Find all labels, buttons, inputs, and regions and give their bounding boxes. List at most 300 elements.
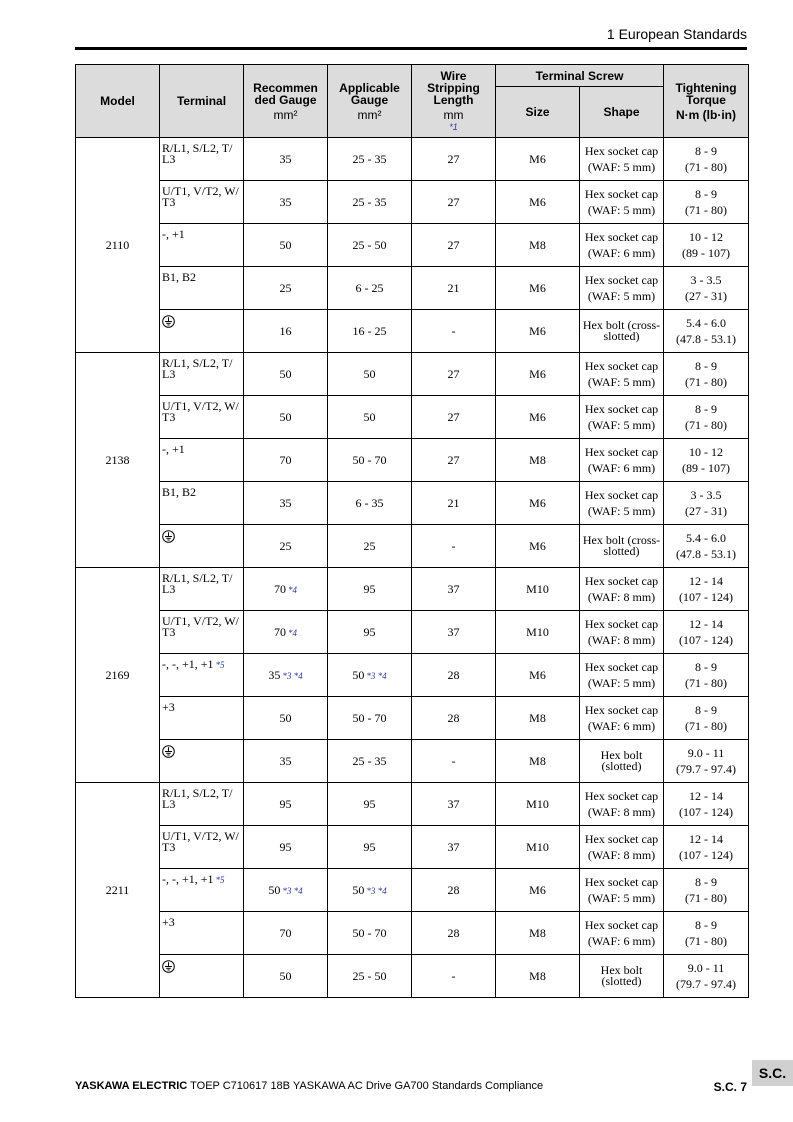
- screw-shape-cell: [580, 224, 664, 267]
- ground-terminal-icon: [162, 315, 175, 328]
- screw-size-cell: [496, 396, 580, 439]
- ground-terminal-icon: [162, 960, 175, 973]
- screw-shape-cell: [580, 439, 664, 482]
- recommended-gauge-cell: [244, 740, 328, 783]
- screw-shape-cell: [580, 783, 664, 826]
- page-header: [75, 25, 747, 50]
- torque-nm: 8 - 9: [695, 875, 718, 889]
- recommended-gauge-cell: [244, 181, 328, 224]
- torque-lbin: (71 - 80): [685, 719, 728, 733]
- screw-size-cell: [496, 740, 580, 783]
- torque-lbin: (27 - 31): [685, 289, 728, 303]
- screw-shape-line1: Hex socket cap: [584, 230, 659, 244]
- screw-size-value: M8: [529, 753, 546, 768]
- stripping-length-cell: [412, 740, 496, 783]
- terminal-cell: [160, 611, 244, 654]
- terminal-cell: [160, 224, 244, 267]
- torque-nm: 8 - 9: [695, 144, 718, 158]
- stripping-length-value: -: [451, 323, 456, 338]
- screw-size-cell: [496, 267, 580, 310]
- stripping-length-value: 27: [447, 409, 460, 424]
- footer-brand: YASKAWA ELECTRIC: [75, 1080, 188, 1092]
- table-row: [76, 783, 749, 826]
- screw-shape-cell: [580, 611, 664, 654]
- table-row: [76, 912, 749, 955]
- stripping-length-cell: [412, 783, 496, 826]
- stripping-length-value: -: [451, 753, 456, 768]
- screw-shape-line2: (WAF: 5 mm): [587, 676, 656, 690]
- recommended-gauge-value: 50: [279, 237, 292, 252]
- table-row: [76, 439, 749, 482]
- header-recommended-gauge: [244, 65, 328, 138]
- torque-nm: 5.4 - 6.0: [686, 316, 727, 330]
- screw-shape-line1: Hex socket cap: [584, 273, 659, 287]
- applicable-gauge-value: 16 - 25: [352, 323, 387, 338]
- recommended-gauge-value: 35: [268, 667, 281, 682]
- recommended-gauge-cell: [244, 568, 328, 611]
- terminal-cell: [160, 740, 244, 783]
- torque-cell: [664, 525, 749, 568]
- terminal-label: -, -, +1, +1: [162, 872, 214, 886]
- terminal-label: U/T1, V/T2, W/ T3: [162, 614, 239, 639]
- stripping-length-cell: [412, 525, 496, 568]
- table-row: [76, 525, 749, 568]
- page-number: S.C. 7: [713, 1080, 747, 1094]
- screw-size-value: M6: [529, 194, 546, 209]
- torque-cell: [664, 310, 749, 353]
- screw-size-cell: [496, 482, 580, 525]
- stripping-length-value: 37: [447, 624, 460, 639]
- recommended-gauge-note: *3 *4: [282, 885, 303, 896]
- terminal-label: +3: [162, 700, 175, 714]
- torque-cell: [664, 138, 749, 181]
- torque-lbin: (89 - 107): [682, 246, 731, 260]
- wiring-spec-table: [75, 64, 749, 998]
- recommended-gauge-cell: [244, 697, 328, 740]
- torque-nm: 10 - 12: [689, 445, 724, 459]
- terminal-cell: [160, 267, 244, 310]
- screw-shape-line1: Hex socket cap: [584, 789, 659, 803]
- screw-shape-line2: slotted): [603, 329, 640, 343]
- torque-cell: [664, 181, 749, 224]
- screw-shape-cell: [580, 740, 664, 783]
- torque-nm: 9.0 - 11: [687, 746, 725, 760]
- screw-shape-line2: (WAF: 8 mm): [587, 848, 656, 862]
- screw-shape-cell: [580, 869, 664, 912]
- recommended-gauge-value: 95: [279, 839, 292, 854]
- applicable-gauge-value: 6 - 35: [355, 495, 384, 510]
- screw-shape-line1: Hex bolt: [600, 963, 643, 977]
- terminal-cell: [160, 955, 244, 998]
- stripping-length-value: 27: [447, 194, 460, 209]
- recommended-gauge-value: 50: [279, 968, 292, 983]
- applicable-gauge-value: 50 - 70: [352, 452, 387, 467]
- table-row: [76, 138, 749, 181]
- recommended-gauge-note: *4: [288, 584, 297, 595]
- torque-nm: 8 - 9: [695, 918, 718, 932]
- torque-cell: [664, 955, 749, 998]
- applicable-gauge-value: 25 - 50: [352, 237, 387, 252]
- terminal-label: U/T1, V/T2, W/ T3: [162, 829, 239, 854]
- applicable-gauge-value: 95: [363, 581, 376, 596]
- recommended-gauge-value: 70: [274, 581, 286, 596]
- torque-nm: 8 - 9: [695, 187, 718, 201]
- screw-size-cell: [496, 869, 580, 912]
- model-cell: [76, 568, 160, 783]
- recommended-gauge-value: 50: [268, 882, 281, 897]
- footer-document: TOEP C710617 18B YASKAWA AC Drive GA700 Standards Compliance: [190, 1080, 544, 1092]
- torque-cell: [664, 568, 749, 611]
- torque-lbin: (71 - 80): [685, 203, 728, 217]
- torque-cell: [664, 869, 749, 912]
- model-number: 2138: [105, 452, 130, 467]
- screw-size-value: M10: [526, 839, 549, 854]
- section-tab: S.C.: [752, 1060, 793, 1086]
- terminal-label: R/L1, S/L2, T/ L3: [162, 356, 233, 381]
- torque-cell: [664, 654, 749, 697]
- table-row: [76, 955, 749, 998]
- model-cell: [76, 353, 160, 568]
- torque-lbin: (71 - 80): [685, 375, 728, 389]
- screw-shape-line2: (WAF: 6 mm): [587, 934, 656, 948]
- screw-shape-cell: [580, 138, 664, 181]
- recommended-gauge-cell: [244, 224, 328, 267]
- screw-shape-line1: Hex socket cap: [584, 359, 659, 373]
- model-number: 2169: [105, 667, 130, 682]
- stripping-length-value: 37: [447, 581, 460, 596]
- stripping-length-value: 28: [447, 667, 460, 682]
- terminal-cell: [160, 568, 244, 611]
- screw-shape-line2: (WAF: 6 mm): [587, 719, 656, 733]
- terminal-cell: [160, 869, 244, 912]
- screw-size-cell: [496, 783, 580, 826]
- applicable-gauge-value: 50: [352, 882, 365, 897]
- screw-shape-cell: [580, 353, 664, 396]
- applicable-gauge-cell: [328, 826, 412, 869]
- terminal-cell: [160, 181, 244, 224]
- torque-nm: 8 - 9: [695, 402, 718, 416]
- torque-nm: 10 - 12: [689, 230, 724, 244]
- terminal-cell: [160, 482, 244, 525]
- screw-shape-line1: Hex bolt (cross-: [582, 533, 661, 547]
- terminal-label: R/L1, S/L2, T/ L3: [162, 141, 233, 166]
- screw-size-value: M10: [526, 796, 549, 811]
- stripping-length-cell: [412, 568, 496, 611]
- screw-size-cell: [496, 568, 580, 611]
- screw-shape-line2: (WAF: 5 mm): [587, 289, 656, 303]
- applicable-gauge-value: 6 - 25: [355, 280, 384, 295]
- torque-lbin: (107 - 124): [679, 805, 734, 819]
- terminal-cell: [160, 525, 244, 568]
- torque-nm: 8 - 9: [695, 359, 718, 373]
- screw-shape-line1: Hex socket cap: [584, 832, 659, 846]
- screw-shape-cell: [580, 181, 664, 224]
- applicable-gauge-cell: [328, 310, 412, 353]
- screw-size-cell: [496, 955, 580, 998]
- terminal-cell: [160, 912, 244, 955]
- applicable-gauge-value: 50 - 70: [352, 710, 387, 725]
- terminal-cell: [160, 310, 244, 353]
- recommended-gauge-cell: [244, 869, 328, 912]
- stripping-length-value: -: [451, 538, 456, 553]
- screw-shape-line2: (WAF: 5 mm): [587, 203, 656, 217]
- screw-shape-cell: [580, 310, 664, 353]
- screw-size-value: M6: [529, 151, 546, 166]
- screw-size-value: M6: [529, 323, 546, 338]
- torque-nm: 3 - 3.5: [690, 273, 722, 287]
- stripping-length-cell: [412, 869, 496, 912]
- stripping-length-value: 27: [447, 237, 460, 252]
- recommended-gauge-cell: [244, 826, 328, 869]
- screw-shape-line1: Hex socket cap: [584, 703, 659, 717]
- screw-shape-line2: slotted): [603, 544, 640, 558]
- terminal-cell: [160, 783, 244, 826]
- torque-lbin: (107 - 124): [679, 633, 734, 647]
- model-cell: [76, 783, 160, 998]
- header-terminal: Terminal: [160, 65, 244, 138]
- section-title: 1 European Standards: [606, 26, 747, 42]
- table-body: [76, 138, 749, 998]
- screw-shape-line2: (WAF: 5 mm): [587, 160, 656, 174]
- stripping-length-value: 28: [447, 882, 460, 897]
- terminal-label: -, -, +1, +1: [162, 657, 214, 671]
- terminal-label: B1, B2: [162, 485, 197, 499]
- stripping-length-value: 27: [447, 366, 460, 381]
- recommended-gauge-cell: [244, 353, 328, 396]
- torque-cell: [664, 783, 749, 826]
- stripping-length-cell: [412, 482, 496, 525]
- applicable-gauge-cell: [328, 439, 412, 482]
- screw-shape-line1: Hex socket cap: [584, 918, 659, 932]
- torque-cell: [664, 224, 749, 267]
- screw-shape-cell: [580, 267, 664, 310]
- recommended-gauge-value: 95: [279, 796, 292, 811]
- recommended-gauge-cell: [244, 912, 328, 955]
- wire-stripping-label: Wire Stripping Length: [427, 68, 480, 107]
- screw-size-cell: [496, 826, 580, 869]
- applicable-gauge-label: Applicable Gauge: [339, 80, 400, 107]
- screw-size-value: M10: [526, 581, 549, 596]
- torque-nm: 8 - 9: [695, 703, 718, 717]
- recommended-gauge-value: 70: [274, 624, 286, 639]
- screw-size-value: M6: [529, 667, 546, 682]
- terminal-label: +3: [162, 915, 175, 929]
- stripping-length-cell: [412, 439, 496, 482]
- table-row: [76, 826, 749, 869]
- screw-shape-line2: (slotted): [601, 974, 642, 988]
- torque-nm: 12 - 14: [689, 617, 724, 631]
- terminal-cell: [160, 396, 244, 439]
- applicable-gauge-cell: [328, 138, 412, 181]
- torque-cell: [664, 611, 749, 654]
- torque-lbin: (107 - 124): [679, 590, 734, 604]
- screw-shape-line2: (slotted): [601, 759, 642, 773]
- applicable-gauge-cell: [328, 525, 412, 568]
- screw-shape-line1: Hex socket cap: [584, 402, 659, 416]
- table-row: [76, 568, 749, 611]
- screw-shape-line1: Hex socket cap: [584, 144, 659, 158]
- header-shape: Shape: [580, 87, 664, 138]
- terminal-label: R/L1, S/L2, T/ L3: [162, 571, 233, 596]
- table-row: [76, 482, 749, 525]
- recommended-gauge-value: 70: [279, 925, 292, 940]
- table-row: [76, 181, 749, 224]
- screw-shape-line2: (WAF: 5 mm): [587, 375, 656, 389]
- torque-lbin: (71 - 80): [685, 891, 728, 905]
- stripping-length-value: 21: [447, 495, 460, 510]
- applicable-gauge-cell: [328, 654, 412, 697]
- table-header: [76, 65, 749, 138]
- stripping-length-cell: [412, 181, 496, 224]
- recommended-gauge-cell: [244, 267, 328, 310]
- torque-nm: 12 - 14: [689, 832, 724, 846]
- screw-shape-line2: (WAF: 5 mm): [587, 891, 656, 905]
- torque-nm: 5.4 - 6.0: [686, 531, 727, 545]
- terminal-note: *5: [215, 660, 225, 670]
- screw-shape-cell: [580, 396, 664, 439]
- stripping-length-value: 27: [447, 452, 460, 467]
- applicable-gauge-value: 25 - 35: [352, 753, 387, 768]
- screw-shape-line1: Hex bolt: [600, 748, 643, 762]
- torque-nm: 12 - 14: [689, 789, 724, 803]
- model-cell: [76, 138, 160, 353]
- table-row: [76, 740, 749, 783]
- torque-lbin: (27 - 31): [685, 504, 728, 518]
- applicable-gauge-note: *3 *4: [366, 670, 387, 681]
- recommended-gauge-value: 50: [279, 366, 292, 381]
- applicable-gauge-cell: [328, 955, 412, 998]
- recommended-gauge-note: *4: [288, 627, 297, 638]
- applicable-gauge-cell: [328, 267, 412, 310]
- terminal-label: -, +1: [162, 227, 185, 241]
- torque-lbin: (89 - 107): [682, 461, 731, 475]
- recommended-gauge-cell: [244, 396, 328, 439]
- recommended-gauge-value: 70: [279, 452, 292, 467]
- recommended-gauge-cell: [244, 955, 328, 998]
- stripping-length-cell: [412, 138, 496, 181]
- screw-shape-cell: [580, 654, 664, 697]
- terminal-cell: [160, 654, 244, 697]
- screw-size-value: M8: [529, 968, 546, 983]
- terminal-note: *5: [215, 875, 225, 885]
- terminal-cell: [160, 353, 244, 396]
- recommended-gauge-cell: [244, 482, 328, 525]
- stripping-length-cell: [412, 353, 496, 396]
- screw-size-value: M10: [526, 624, 549, 639]
- applicable-gauge-cell: [328, 568, 412, 611]
- table-row: [76, 353, 749, 396]
- screw-shape-cell: [580, 826, 664, 869]
- applicable-gauge-value: 50: [363, 409, 376, 424]
- terminal-cell: [160, 697, 244, 740]
- screw-shape-line1: Hex socket cap: [584, 187, 659, 201]
- recommended-gauge-value: 35: [279, 495, 292, 510]
- applicable-gauge-value: 25 - 35: [352, 194, 387, 209]
- applicable-gauge-cell: [328, 611, 412, 654]
- torque-cell: [664, 482, 749, 525]
- applicable-gauge-value: 50: [363, 366, 376, 381]
- header-model: Model: [76, 65, 160, 138]
- stripping-length-cell: [412, 310, 496, 353]
- torque-nm: 9.0 - 11: [687, 961, 725, 975]
- stripping-length-value: 28: [447, 925, 460, 940]
- terminal-cell: [160, 826, 244, 869]
- stripping-length-cell: [412, 611, 496, 654]
- terminal-label: U/T1, V/T2, W/ T3: [162, 184, 239, 209]
- screw-shape-line1: Hex socket cap: [584, 660, 659, 674]
- screw-shape-cell: [580, 697, 664, 740]
- screw-shape-line2: (WAF: 5 mm): [587, 504, 656, 518]
- recommended-gauge-value: 16: [279, 323, 292, 338]
- torque-cell: [664, 697, 749, 740]
- recommended-gauge-cell: [244, 611, 328, 654]
- recommended-gauge-value: 35: [279, 194, 292, 209]
- screw-shape-line1: Hex socket cap: [584, 574, 659, 588]
- wire-stripping-note: *1: [449, 121, 458, 132]
- table-row: [76, 611, 749, 654]
- torque-lbin: (71 - 80): [685, 934, 728, 948]
- stripping-length-value: 28: [447, 710, 460, 725]
- stripping-length-cell: [412, 396, 496, 439]
- torque-nm: 3 - 3.5: [690, 488, 722, 502]
- screw-shape-line2: (WAF: 8 mm): [587, 805, 656, 819]
- stripping-length-cell: [412, 955, 496, 998]
- torque-lbin: (47.8 - 53.1): [676, 332, 737, 346]
- torque-lbin: (71 - 80): [685, 160, 728, 174]
- screw-size-cell: [496, 224, 580, 267]
- header-wire-stripping: [412, 65, 496, 138]
- screw-size-cell: [496, 310, 580, 353]
- screw-shape-line1: Hex socket cap: [584, 488, 659, 502]
- header-terminal-screw: Terminal Screw: [496, 65, 664, 87]
- torque-lbin: (107 - 124): [679, 848, 734, 862]
- applicable-gauge-unit: mm²: [357, 107, 382, 122]
- recommended-gauge-cell: [244, 310, 328, 353]
- torque-cell: [664, 912, 749, 955]
- torque-cell: [664, 826, 749, 869]
- screw-size-cell: [496, 138, 580, 181]
- header-tightening-torque: [664, 65, 749, 138]
- screw-size-value: M6: [529, 409, 546, 424]
- terminal-label: R/L1, S/L2, T/ L3: [162, 786, 233, 811]
- recommended-gauge-cell: [244, 783, 328, 826]
- torque-lbin: (79.7 - 97.4): [676, 762, 737, 776]
- stripping-length-value: -: [451, 968, 456, 983]
- screw-size-cell: [496, 181, 580, 224]
- model-number: 2211: [105, 882, 130, 897]
- recommended-gauge-value: 50: [279, 409, 292, 424]
- screw-shape-line1: Hex socket cap: [584, 617, 659, 631]
- table-row: [76, 396, 749, 439]
- recommended-gauge-unit: mm²: [273, 107, 298, 122]
- torque-cell: [664, 439, 749, 482]
- stripping-length-cell: [412, 654, 496, 697]
- applicable-gauge-note: *3 *4: [366, 885, 387, 896]
- screw-shape-line2: (WAF: 8 mm): [587, 590, 656, 604]
- recommended-gauge-value: 35: [279, 753, 292, 768]
- torque-nm: 8 - 9: [695, 660, 718, 674]
- terminal-cell: [160, 138, 244, 181]
- screw-size-value: M6: [529, 538, 546, 553]
- applicable-gauge-cell: [328, 783, 412, 826]
- applicable-gauge-value: 95: [363, 624, 376, 639]
- stripping-length-cell: [412, 697, 496, 740]
- tightening-torque-unit: N·m (lb·in): [676, 107, 736, 122]
- recommended-gauge-label: Recommen ded Gauge: [253, 80, 318, 107]
- table-row: [76, 869, 749, 912]
- applicable-gauge-cell: [328, 697, 412, 740]
- torque-nm: 12 - 14: [689, 574, 724, 588]
